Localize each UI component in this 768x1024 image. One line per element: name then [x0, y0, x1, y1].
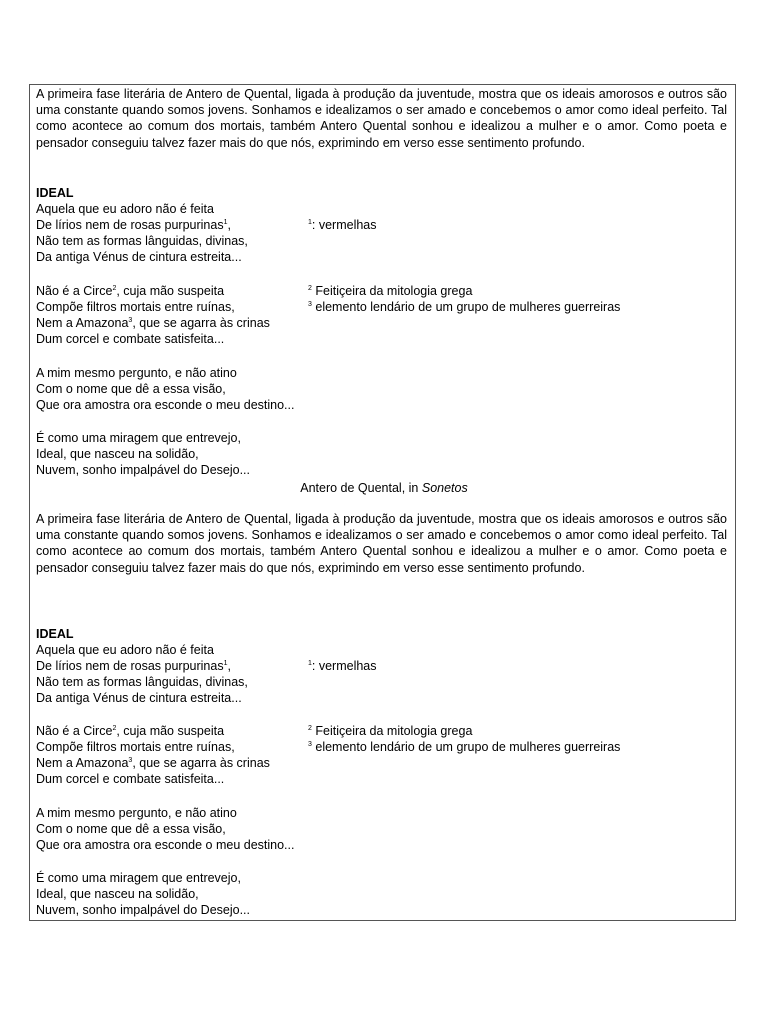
poem-line: Dum corcel e combate satisfeita... — [36, 332, 225, 346]
poem-line: Nem a Amazona$^3$, que se agarra às crinas — [36, 756, 270, 770]
poem-line: Não é a Circe$^2$, cuja mão suspeita — [36, 724, 225, 738]
footnote-1: $^1$: vermelhas — [308, 218, 377, 232]
poem-line: Da antiga Vénus de cintura estreita... — [36, 691, 242, 705]
poem-line: Ideal, que nasceu na solidão, — [36, 447, 199, 461]
poem-line: Aquela que eu adoro não é feita — [36, 202, 214, 216]
poem-line: Que ora amostra ora esconde o meu destino... — [36, 398, 295, 412]
poem-line: Que ora amostra ora esconde o meu destino... — [36, 838, 295, 852]
poem-title: IDEAL — [36, 186, 74, 200]
footnote-1: $^1$: vermelhas — [308, 659, 377, 673]
poem-line: Nuvem, sonho impalpável do Desejo... — [36, 903, 251, 917]
footnote-3: $^3$ elemento lendário de um grupo de mulheres guerreiras — [308, 740, 621, 754]
poem-line: A mim mesmo pergunto, e não atino — [36, 806, 237, 820]
poem-line: Ideal, que nasceu na solidão, — [36, 887, 199, 901]
poem-line: A mim mesmo pergunto, e não atino — [36, 366, 237, 380]
poem-line: De lírios nem de rosas purpurinas$^1$, — [36, 218, 231, 232]
poem-line: Compõe filtros mortais entre ruínas, — [36, 740, 235, 754]
poem-line: Nuvem, sonho impalpável do Desejo... — [36, 463, 251, 477]
poem-line: É como uma miragem que entrevejo, — [36, 431, 241, 445]
intro-paragraph: A primeira fase literária de Antero de Quental, ligada à produção da juventude, mostra que os ideais amorosos e outros são uma constante quando somos jovens. Sonhamos e idealizamos o ser amado e concebemos o amor como ideal perfeito. Tal como acontece ao comum dos mortais, também Antero Quental sonhou e idealizou a mulher e o amor. Como poeta e pensador conseguiu talvez fazer mais do que nós, exprimindo em verso esse sentimento profundo. — [36, 87, 727, 150]
poem-line: Não tem as formas lânguidas, divinas, — [36, 234, 248, 248]
footnote-3: $^3$ elemento lendário de um grupo de mulheres guerreiras — [308, 300, 621, 314]
footnote-ref: 1 — [223, 218, 228, 226]
poem-line: Com o nome que dê a essa visão, — [36, 382, 226, 396]
footnote-2: $^2$ Feitiçeira da mitologia grega — [308, 724, 473, 738]
poem-line: Dum corcel e combate satisfeita... — [36, 772, 225, 786]
poem-line: Da antiga Vénus de cintura estreita... — [36, 250, 242, 264]
poem-line: Aquela que eu adoro não é feita — [36, 643, 214, 657]
intro-paragraph: A primeira fase literária de Antero de Quental, ligada à produção da juventude, mostra que os ideais amorosos e outros são uma constante quando somos jovens. Sonhamos e idealizamos o ser amado e concebemos o amor como ideal perfeito. Tal como acontece ao comum dos mortais, também Antero Quental sonhou e idealizou a mulher e o amor. Como poeta e pensador conseguiu talvez fazer mais do que nós, exprimindo em verso esse sentimento profundo. — [36, 512, 727, 575]
footnote-2: $^2$ Feitiçeira da mitologia grega — [308, 284, 473, 298]
book-title: Sonetos — [421, 481, 468, 495]
poem-credit: Antero de Quental, in Sonetos — [300, 481, 468, 495]
poem-line: Compõe filtros mortais entre ruínas, — [36, 300, 235, 314]
poem-line: De lírios nem de rosas purpurinas$^1$, — [36, 659, 231, 673]
poem-line: Não é a Circe$^2$, cuja mão suspeita — [36, 284, 225, 298]
poem-line: Nem a Amazona$^3$, que se agarra às crinas — [36, 316, 270, 330]
poem-line: É como uma miragem que entrevejo, — [36, 871, 241, 885]
poem-line: Com o nome que dê a essa visão, — [36, 822, 226, 836]
poem-title: IDEAL — [36, 627, 74, 641]
poem-line: Não tem as formas lânguidas, divinas, — [36, 675, 248, 689]
